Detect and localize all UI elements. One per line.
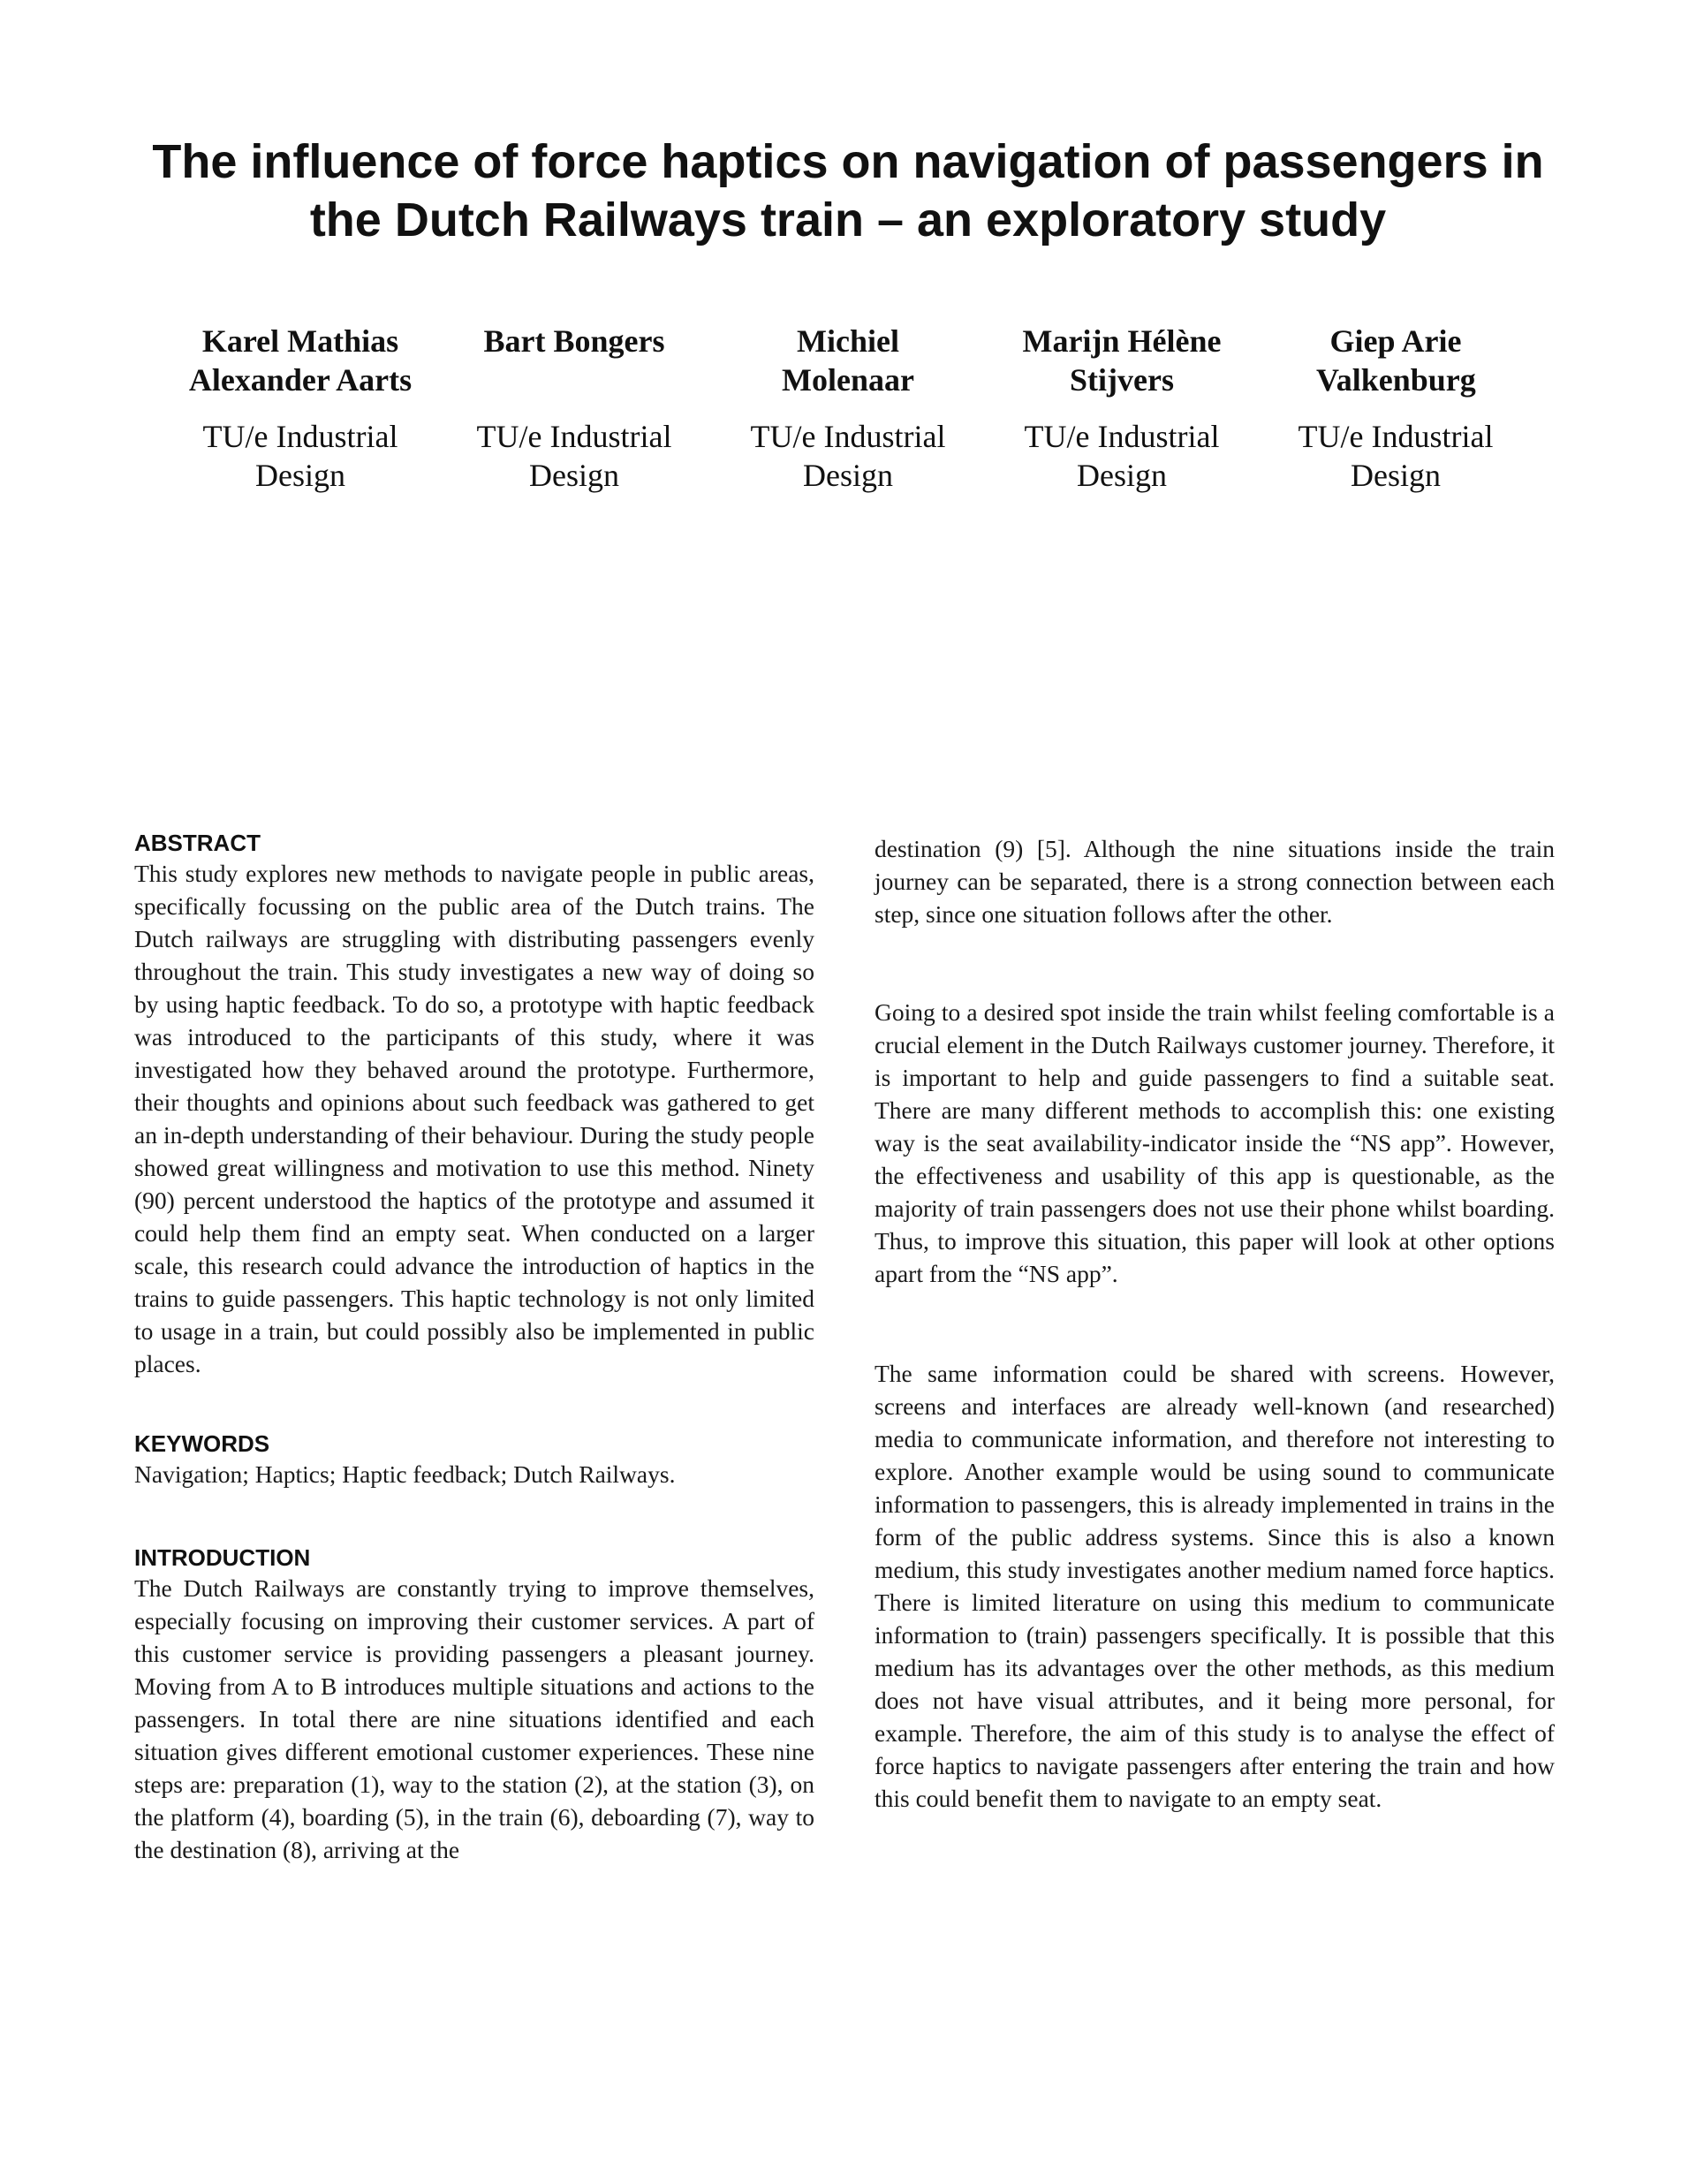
introduction-paragraph: The same information could be shared with screens. However, screens and interfaces are already well-known (and researched) media to communicate information, and therefore not interesting to explore. Another example would be using sound to communicate information to passengers, this is already implemented in trains in the form of the public address systems. Since this is also a known medium, this study investigates another medium named force haptics. There is limited literature on using this medium to communicate information to (train) passengers specifically. It is possible that this medium has its advantages over the other methods, as this medium does not have visual attributes, and it being more personal, for example. Therefore, the aim of this study is to analyse the effect of force haptics to navigate passengers after entering the train and how this could benefit them to navigate to an empty seat. [874,1360,1555,1812]
author-name: Marijn Hélène Stijvers [1022,323,1222,398]
introduction-paragraph: The Dutch Railways are constantly trying to improve themselves, especially focusing on improving their customer services. A part of this customer service is providing passengers a pleasant journey. Moving from A to B introduces multiple situations and actions to the passengers. In total there are nine situations identified and each situation gives different emotional customer experiences. These nine steps are: preparation (1), way to the station (2), at the station (3), on the platform (4), boarding (5), in the train (6), deboarding (7), way to the destination (8), arriving at the [134,1574,814,1863]
author-name: Giep Arie Valkenburg [1316,323,1476,398]
author-name: Michiel Molenaar [782,323,914,398]
author-name: Bart Bongers [483,323,665,359]
author-block [442,322,707,495]
author-affiliation: TU/e Industrial Design [1024,419,1220,493]
author-affiliation: TU/e Industrial Design [750,419,946,493]
introduction-heading: INTRODUCTION [134,1544,311,1571]
keywords-heading: KEYWORDS [134,1430,270,1457]
abstract-heading: ABSTRACT [134,830,261,856]
keywords-text: Navigation; Haptics; Haptic feedback; Dutch Railways. [134,1460,676,1488]
abstract-text: This study explores new methods to navigate people in public areas, specifically focussing on the public area of the Dutch trains. The Dutch railways are struggling with distributing passengers evenly throughout the train. This study investigates a new way of doing so by using haptic feedback. To do so, a prototype with haptic feedback was introduced to the participants of this study, where it was investigated how they behaved around the prototype. Furthermore, their thoughts and opinions about such feedback was gathered to get an in-depth understanding of their behaviour. During the study people showed great willingness and motivation to use this method. Ninety (90) percent understood the haptics of the prototype and assumed it could help them find an empty seat. When conducted on a larger scale, this research could advance the introduction of haptics in the trains to guide passengers. This haptic technology is not only limited to usage in a train, but could possibly also be implemented in public places. [134,860,814,1377]
author-block [989,322,1254,495]
introduction-paragraph-continued: destination (9) [5]. Although the nine situations inside the train journey can be separated, there is a strong connection between each step, since one situation follows after the other. [874,835,1555,928]
author-list [168,322,1528,495]
introduction-paragraph: Going to a desired spot inside the train whilst feeling comfortable is a crucial element in the Dutch Railways customer journey. Therefore, it is important to help and guide passengers to find a suitable seat. There are many different methods to accomplish this: one existing way is the seat availability-indicator inside the “NS app”. However, the effectiveness and usability of this app is questionable, as the majority of train passengers does not use their phone whilst boarding. Thus, to improve this situation, this paper will look at other options apart from the “NS app”. [874,998,1555,1287]
author-block [716,322,980,495]
left-column [134,829,814,1866]
paper-title: The influence of force haptics on navigation of passengers in the Dutch Railways train – an exploratory study [152,135,1544,246]
right-column [874,832,1555,1815]
author-block [168,322,433,495]
author-name: Karel Mathias Alexander Aarts [188,323,413,398]
author-affiliation: TU/e Industrial Design [1298,419,1494,493]
author-block [1263,322,1528,495]
author-affiliation: TU/e Industrial Design [202,419,398,493]
author-affiliation: TU/e Industrial Design [476,419,672,493]
